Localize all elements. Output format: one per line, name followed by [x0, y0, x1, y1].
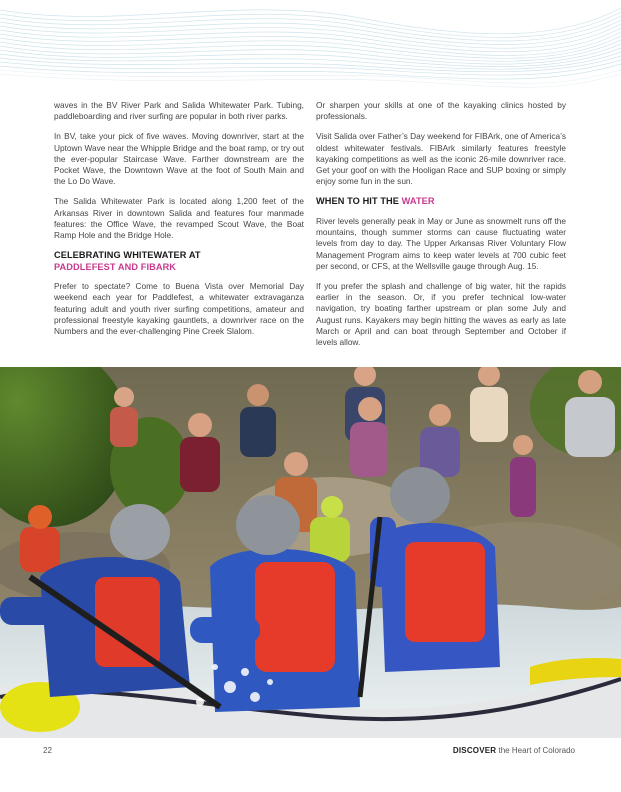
rafting-illustration: [0, 367, 621, 738]
right-paragraph-river-levels: River levels generally peak in May or June as snowmelt runs off the mountains, though summer storms can cause fluctuating water levels from day to day. The Upper Arkansas River Voluntary Flow Management Program aims to keep water levels at 700 cubic feet per second, or CFS, at the Wellsville gauge through Aug. 15.: [316, 215, 566, 271]
left-paragraph-river-parks: waves in the BV River Park and Salida Whitewater Park. Tubing, paddleboarding and river surfing are popular in both river parks.: [54, 100, 304, 122]
right-paragraph-clinics: Or sharpen your skills at one of the kayaking clinics hosted by professionals.: [316, 100, 566, 122]
footer-brand: [453, 746, 575, 755]
left-paragraph-paddlefest: Prefer to spectate? Come to Buena Vista over Memorial Day weekend each year for Paddlefest, a whitewater extravaganza featuring adult and youth river surfing competitions, amateur and professional freestyle kayaking gauntlets, a downriver race on the Numbers and the ever-challenging Pine Creek Slalom.: [54, 281, 304, 337]
left-text-column: [54, 100, 304, 346]
left-paragraph-bv-waves: In BV, take your pick of five waves. Moving downriver, start at the Uptown Wave near the Whipple Bridge and the boat ramp, or try out the ever-popular Staircase Wave. Farther downstream are the Pocket Wave, the Downtown Wave at the foot of South Main and the Lo Do Wave.: [54, 131, 304, 187]
rafting-photo: [0, 367, 621, 738]
left-paragraph-salida-park: The Salida Whitewater Park is located along 1,200 feet of the Arkansas River in downtown Salida and features four manmade features: the Office Wave, the revamped Scout Wave, the Boat Ramp Hole and the Bridge Hole.: [54, 196, 304, 241]
section-heading-when-to-hit: [316, 196, 566, 208]
heading-line-2-accent: PADDLEFEST AND FIBARK: [54, 261, 177, 272]
right-text-column: [316, 100, 566, 357]
heading-main: WHEN TO HIT THE: [316, 196, 399, 207]
heading-accent: WATER: [401, 196, 435, 207]
heading-line-1: CELEBRATING WHITEWATER AT: [54, 250, 201, 261]
page-number: 22: [43, 746, 52, 755]
brand-bold: DISCOVER: [452, 746, 497, 755]
right-paragraph-fibark: Visit Salida over Father’s Day weekend for FIBArk, one of America’s oldest whitewater festivals. FIBArk similarly features freestyle kayaking competitions as well as the iconic 26-mile downriver race. Get your goof on with the Hooligan Race and SUP boxing or simply enjoy some fun in the sun.: [316, 131, 566, 187]
header-wave-pattern: [0, 0, 621, 92]
right-paragraph-big-water: If you prefer the splash and challenge of big water, hit the rapids earlier in the season. Or, if you prefer technical low-water navigation, try boating farther upstream or plan some July and August runs. Kayakers may begin hitting the waves as early as late March or April and can boat through September and October if levels allow.: [316, 280, 566, 347]
section-heading-celebrating: [54, 250, 304, 273]
brand-rest: the Heart of Colorado: [496, 746, 575, 755]
